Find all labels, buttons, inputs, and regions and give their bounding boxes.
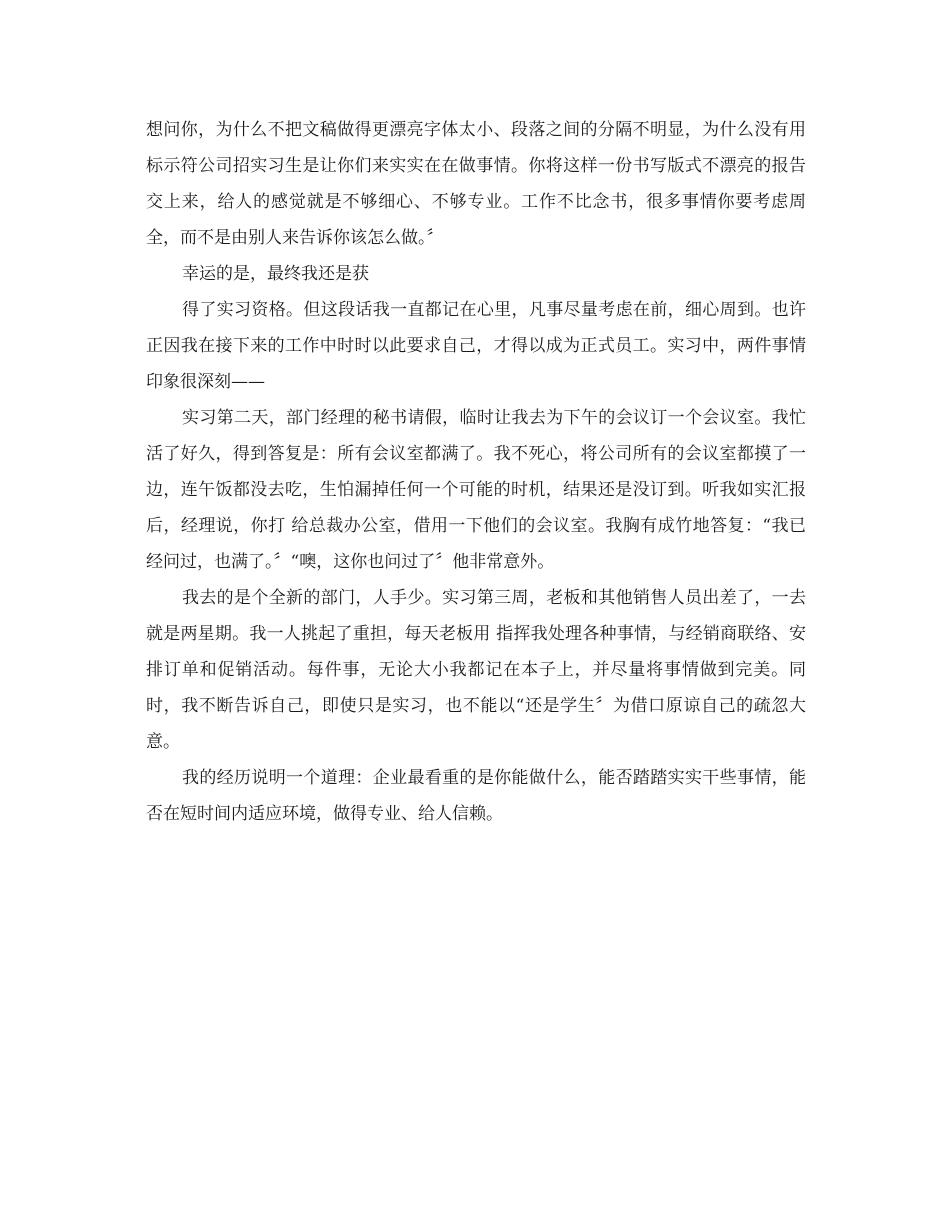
paragraph-qualification: 得了实习资格。但这段话我一直都记在心里，凡事尽量考虑在前，细心周到。也许正因我在接下来的工作中时时以此要求自己，才得以成为正式员工。实习中，两件事情印象很深刻—— <box>146 300 806 392</box>
paragraph-meeting-room: 实习第二天，部门经理的秘书请假，临时让我去为下午的会议订一个会议室。我忙活了好久，得到答复是：所有会议室都满了。我不死心，将公司所有的会议室都摸了一边，连午饭都没去吃，生怕漏掉任何一个可能的时机，结果还是没订到。听我如实汇报后，经理说，你打 给总裁办公室，借用一下他们的会议室。我胸有成竹地答复：“我已经问过，也满了。〞“噢，这你也问过了〞他非常意外。 <box>146 408 806 572</box>
paragraph-new-department: 我去的是个全新的部门，人手少。实习第三周，老板和其他销售人员出差了，一去就是两星期。我一人挑起了重担，每天老板用 指挥我处理各种事情，与经销商联络、安排订单和促销活动。每件事，无论大小我都记在本子上，并尽量将事情做到完美。同时，我不断告诉自己，即使只是实习，也不能以“还是学生〞为借口原谅自己的疏忽大意。 <box>146 588 806 752</box>
paragraph-continuation: 想问你，为什么不把文稿做得更漂亮字体太小、段落之间的分隔不明显，为什么没有用标示符公司招实习生是让你们来实实在在做事情。你将这样一份书写版式不漂亮的报告交上来，给人的感觉就是不够细心、不够专业。工作不比念书，很多事情你要考虑周全，而不是由别人来告诉你该怎么做。〞 <box>146 120 806 248</box>
document-page <box>146 112 806 832</box>
paragraph-lesson: 我的经历说明一个道理：企业最看重的是你能做什么，能否踏踏实实干些事情，能否在短时间内适应环境，做得专业、给人信赖。 <box>146 768 806 824</box>
paragraph-lucky: 幸运的是，最终我还是获 <box>182 264 369 284</box>
